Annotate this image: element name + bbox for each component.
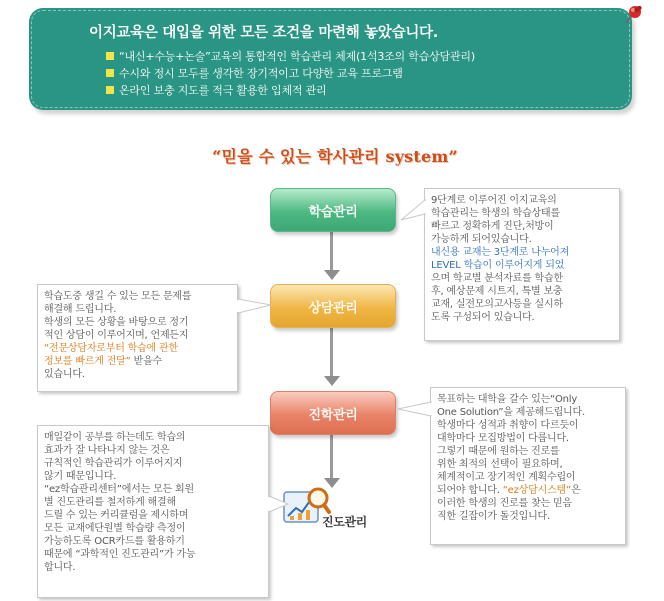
bullet-square-icon bbox=[106, 69, 114, 77]
down-arrow-icon bbox=[324, 376, 340, 386]
flow-connector bbox=[330, 327, 333, 377]
note-admission-management: 목표하는 대학을 갈수 있는“Only One Solution”을 제공해드립니다. 학생마다 성적과 취향이 다르듯이 대학마다 모집방법이 다릅니다. 그렇기 때문에 원하는 진로를 위한 최적의 선택이 필요하며, 체계적이고 장기적인 계획수립이 되어야 합니다. “ez상담시스템”은 이러한 학생의 진로를 찾는 믿음 직한 길잡이가 돌것입니다. bbox=[430, 387, 626, 545]
banner-bullet: 수시와 정시 모두를 생각한 장기적이고 다양한 교육 프로그램 bbox=[106, 65, 403, 81]
banner-bullet: “내신+수능+논술”교육의 통합적인 학습관리 체제(1석3조의 학습상담관리) bbox=[106, 48, 475, 64]
push-pin-icon bbox=[617, 0, 647, 30]
note-pointer bbox=[268, 490, 290, 516]
step-progress-label: 진도관리 bbox=[322, 515, 367, 529]
section-heading: “믿을 수 있는 학사관리 system” bbox=[212, 147, 458, 166]
banner-bullet: 온라인 보충 지도를 적극 활용한 입체적 관리 bbox=[106, 82, 326, 98]
down-arrow-icon bbox=[324, 270, 340, 280]
step-study-management: 학습관리 bbox=[270, 188, 396, 232]
step-counsel-management: 상담관리 bbox=[270, 284, 396, 328]
note-pointer bbox=[400, 196, 426, 222]
flow-connector bbox=[330, 434, 333, 479]
flow-connector bbox=[330, 231, 333, 271]
bullet-square-icon bbox=[106, 86, 114, 94]
bullet-square-icon bbox=[106, 52, 114, 60]
note-pointer bbox=[237, 295, 273, 319]
note-counsel-management: 학습도중 생길 수 있는 모든 문제를 해결해 드립니다. 학생의 모든 상황을 바탕으로 정기 적인 상담이 이루어지며, 언제든지 “전문상담자로부터 학습에 관한 정보를 빠르게 전달” 받을수 있습니다. bbox=[37, 284, 238, 392]
note-progress-management: 매일같이 공부를 하는데도 학습의 효과가 잘 나타나지 않는 것은 규칙적인 학습관리가 이루어지지 않기 때문입니다. “ez학습관리센터”에서는 모든 회원 별 진도관리를 철저하게 해결해 드릴 수 있는 커리큘럼을 제시하며 모든 교재에단원별 학습량 측정이 가능하도록 OCR카드를 활용하기 때문에 “과학적인 진도관리”가 가능 합니다. bbox=[37, 425, 269, 598]
note-study-management: 9단계로 이루어진 이지교육의 학습관리는 학생의 학습상태를 빠르고 정확하게 진단,처방이 가능하게 되어있습니다. 내신용 교재는 3단계로 나누어져 LEVEL 학습이 이루어지게 되었 으며 학교별 분석자료를 학습한 후, 예상문제 시트지, 특별 보충 교재, 실전모의고사등을 실시하 도록 구성되어 있습니다. bbox=[424, 188, 620, 341]
intro-banner bbox=[29, 8, 632, 110]
note-pointer bbox=[396, 398, 432, 422]
banner-title: 이지교육은 대입을 위한 모든 조건을 마련해 놓았습니다. bbox=[89, 25, 438, 41]
step-admission-management: 진학관리 bbox=[270, 391, 396, 435]
